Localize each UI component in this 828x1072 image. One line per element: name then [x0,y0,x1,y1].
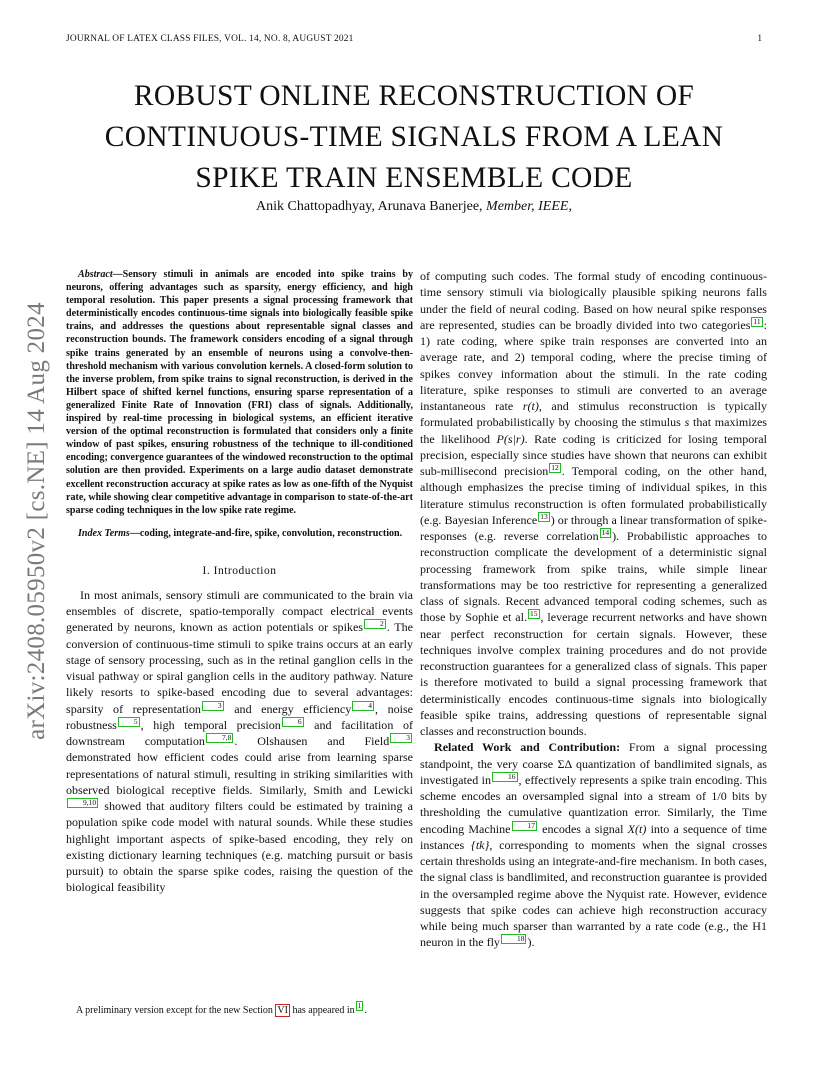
text-run: In most animals, sensory stimuli are communicated to the brain via ensembles of discrete, spatio-temporally compact electrical events generated by neurons, known as action potentials or spikes [66,587,413,635]
text-run: encodes a signal [538,821,628,836]
arxiv-stamp[interactable] [24,282,50,760]
math-s: s [684,415,690,430]
text-run: From a signal processing standpoint, the very coarse ΣΔ quantization of bandlimited signals, as investigated in [420,740,767,787]
text-run: . The conversion of continuous-time stimuli to spike trains occurs at an early stage of sensory processing, such as in the retinal ganglion cells in the visual pathway or spiral ganglion cells in the auditory pathway. Nature likely resorts to spike-based encoding due to several advantages: sparsity of representation [66,620,413,716]
right-column [420,268,767,951]
math-r-t: r(t) [522,399,539,413]
title-line: ROBUST ONLINE RECONSTRUCTION OF [133,80,695,112]
text-run: , and stimulus reconstruction is typically formulated probabilistically by choosing the stimulus [420,399,767,430]
author-membership: Member, IEEE, [486,199,572,214]
page-number: 1 [757,34,762,44]
section-link[interactable]: VI [277,1005,288,1016]
related-work-paragraph [420,739,767,950]
text-run: . Olshausen and Field [234,734,390,749]
index-terms-text: —coding, integrate-and-fire, spike, convolution, reconstruction. [129,527,403,539]
citation-link[interactable]: 12 [551,463,559,472]
citation-link[interactable]: 14 [601,528,610,537]
author-list [40,199,788,215]
intro-paragraph-continued [420,268,767,739]
math-x-t: X(t) [627,821,647,836]
citation-link[interactable]: 3 [390,733,412,743]
text-run: : 1) rate coding, where spike train responses are converted into an average rate, and 2) temporal coding, where the precise timing of spikes convey information about the stimuli. In the rate coding literature, spike responses to stimuli are converted to an average instantaneous rate [420,317,767,413]
text-run: . [364,1005,367,1016]
left-column [66,268,413,896]
math-likelihood: P(s|r) [496,431,525,446]
text-run: , leverage recurrent networks and have shown near perfect reconstruction for certain signals. However, these techniques involve complex training procedures and do not provide reconstruction guarantees for a generalized class of signals. This paper is therefore motivated to build a signal processing framework that deterministically encodes continuous-time signals into biologically feasible spike trains, addressing questions of representable signal classes and reconstruction bounds. [420,610,768,738]
related-work-heading: Related Work and Contribution: [434,740,621,755]
title-line: SPIKE TRAIN ENSEMBLE CODE [195,162,633,194]
citation-link[interactable]: 11 [753,316,761,326]
text-run: has appeared in [289,1005,355,1016]
citation-link[interactable]: 9,10 [67,798,98,808]
running-header: JOURNAL OF LATEX CLASS FILES, VOL. 14, NO. 8, AUGUST 2021 [66,34,354,44]
citation-link[interactable]: 13 [540,511,548,521]
citation-link[interactable]: 17 [512,821,538,831]
text-run: into a sequence of time instances [420,821,767,852]
text-run: , high temporal precision [140,717,281,732]
index-terms [66,527,413,540]
citation-link[interactable]: 3 [202,701,224,711]
text-run: A preliminary version except for the new Section [76,1005,276,1016]
text-run: , effectively represents a spike train encoding. This scheme encodes an oversampled signal into a stream of 1/0 bits by thresholding the cumulative quantization error. Similarly, the Time encoding Machine [420,772,767,836]
author-names: Anik Chattopadhyay, Arunava Banerjee, [256,199,483,214]
text-run: and facilitation of downstream computation [66,717,413,749]
text-run: that maximizes the likelihood [420,415,767,446]
index-terms-label: Index Terms [78,527,130,539]
citation-link[interactable]: 15 [530,609,538,619]
text-run: , corresponding to moments when the signal crosses certain thresholds using an integrate-and-fire mechanism. In both cases, the signal class is bandlimited, and reconstruction guarantee is provided in the oversampled regime above the Nyquist rate. However, evidence suggests that spike codes can achieve high reconstruction accuracy while being much sparser than warranted by a rate code (e.g., the H1 neuron in the fly [420,837,768,950]
text-run: showed that auditory filters could be estimated by training a population spike code model with natural sounds. While these studies highlight important aspects of spike-based encoding, they rely on existing dictionary learning techniques (e.g. matching pursuit or basis pursuit) to obtain the sparse spike codes, raising the question of the biological feasibility [66,799,413,895]
abstract-text: —Sensory stimuli in animals are encoded into spike trains by neurons, offering advantages such as sparsity, energy efficiency, and high temporal resolution. This paper presents a signal processing framework that deterministically encodes continuous-time signals into biologically feasible spike trains, and addresses the questions about representable signal classes and reconstruction bounds. The framework considers encoding of a signal through spike trains generated by an ensemble of neurons using a convolve-then-threshold mechanism with various convolution kernels. A closed-form solution to the inverse problem, from spike trains to signal reconstruction, is derived in the Hilbert space of shifted kernel functions, ensuring sparse representation of a generalized Finite Rate of Innovation (FRI) class of signals. Additionally, inspired by real-time processing in biological systems, an efficient iterative version of the optimal reconstruction is formulated that considers only a finite window of past spikes, ensuring robustness of the technique to ill-conditioned encoding; convergence guarantees of the windowed reconstruction to the optimal solution are then provided. Experiments on a large audio dataset demonstrate excellent reconstruction accuracy at spike rates as low as one-fifth of the Nyquist rate, while showing clear competitive advantage in comparison to state-of-the-art sparse coding techniques in the low spike rate regime. [66,269,413,516]
math-tk: {tk} [471,837,490,852]
citation-link[interactable]: 6 [282,717,304,727]
text-run: . Temporal coding, on the other hand, although emphasizes the precise timing of individual spikes, in this literature stimulus reconstruction is often formulated probabilistically (e.g. Bayesian Inference [420,464,767,527]
citation-link[interactable]: 1 [357,1001,362,1010]
abstract [66,268,413,517]
citation-link[interactable]: 5 [118,717,140,727]
text-run: ) or through a linear transformation of spike-responses (e.g. reverse correlation [420,512,767,543]
text-run: . Rate coding is criticized for losing temporal precision, especially since studies have shown that neurons can exhibit sub-millisecond precision [420,431,767,478]
text-run: ). Probabilistic approaches to reconstruction complicate the development of a deterministic signal processing framework from spike trains, while simple linear transformations may be too restrictive for representing a generalized class of signals. Recent advanced temporal coding schemes, such as those by Sophie et al. [420,529,767,625]
text-run: and energy efficiency [224,701,352,716]
citation-link[interactable]: 2 [364,619,386,629]
text-run: of computing such codes. The formal study of encoding continuous-time sensory stimuli via biologically plausible spiking neurons falls under the field of neural coding. Based on how neural spike responses are represented, studies can be broadly divided into two categories [420,269,767,332]
footnote [76,1001,421,1017]
title-line: CONTINUOUS-TIME SIGNALS FROM A LEAN [104,121,724,153]
intro-paragraph [66,587,413,896]
arxiv-stamp-text: arXiv:2408.05950v2 [cs.NE] 14 Aug 2024 [23,302,50,740]
text-run: demonstrated how efficient codes could arise from learning sparse representations of natural stimuli, resulting in striking similarities with observed biological receptive fields. Similarly, Smith and Lewicki [66,750,413,797]
paper-title [40,76,788,199]
section-heading: I. Introduction [202,564,277,577]
citation-link[interactable]: 18 [501,934,527,944]
text-run: ). [527,935,535,950]
citation-link[interactable]: 4 [352,701,374,711]
text-run: , noise robustness [66,701,413,732]
citation-link[interactable]: 16 [492,772,518,782]
citation-link[interactable]: 7,8 [206,733,233,743]
abstract-label: Abstract [78,269,113,280]
